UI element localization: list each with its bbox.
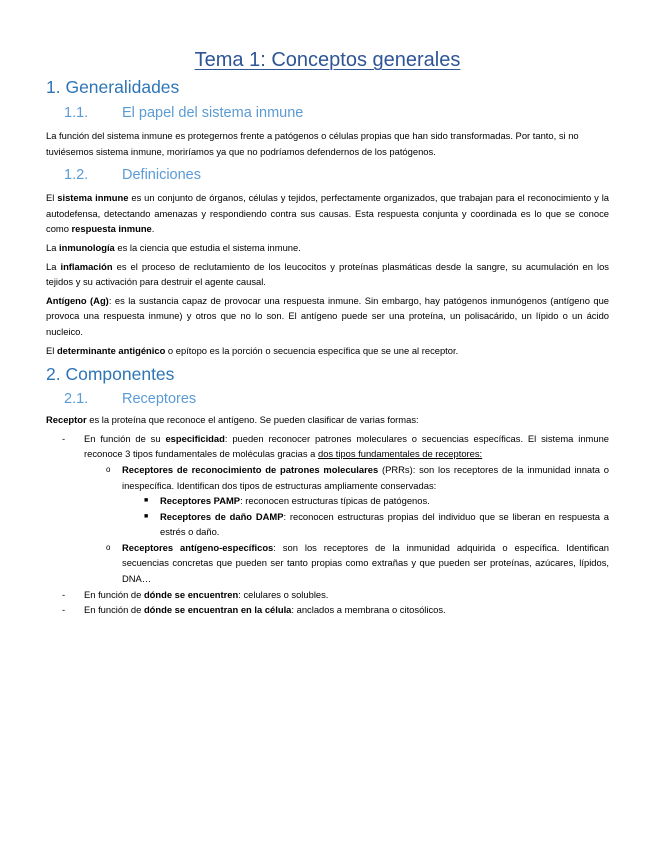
definition-sistema-inmune: El sistema inmune es un conjunto de órganos, células y tejidos, perfectamente organizados, que trabajan para el reconocimiento y la autodefensa, detectando amenazas y respondiendo contra sus causas. Esta respuesta conjunta y coordinada es lo que se conoce como respuesta inmune. [46, 192, 609, 235]
bold-term: dónde se encuentren [143, 588, 239, 600]
section-heading-componentes: 2. Componentes [46, 364, 175, 385]
bold-term: sistema inmune [57, 192, 129, 204]
list-bullet-dash: - [62, 588, 66, 600]
bold-term: Receptor [46, 414, 87, 426]
list-item-donde-celula: - En función de dónde se encuentran en la célula: anclados a membrana o citosólicos. [46, 602, 609, 618]
bold-term: especificidad [165, 432, 225, 444]
list-bullet-square: ■ [144, 497, 149, 505]
list-item-damp: ■ Receptores de daño DAMP: reconocen estructuras propias del individuo que se liberan en respuesta a estrés o daño. [144, 510, 609, 538]
bold-term: Receptores de reconocimiento de patrones moleculares [122, 463, 379, 475]
page-title: Tema 1: Conceptos generales [194, 49, 461, 71]
bold-term: inmunología [59, 241, 115, 253]
subsection-heading-definiciones [46, 165, 609, 185]
list-bullet-circle: o [106, 464, 111, 474]
list-item-especificidad: - En función de su especificidad: pueden reconocer patrones moleculares o secuencias específicas. El sistema inmune reconoce 3 tipos fundamentales de moléculas gracias a dos tipos fundamentales de receptores: [62, 432, 609, 460]
definition-antigeno: Antígeno (Ag): es la sustancia capaz de provocar una respuesta inmune. Sin embargo, hay patógenos inmunógenos (antígeno que provoca una respuesta inmune) y otros que no lo son. El antígeno puede ser una proteína, un polisacárido, un lípido o un ácido nucleico. [46, 294, 610, 337]
bold-term: Receptores PAMP [160, 495, 241, 507]
definition-inflamacion: La inflamación es el proceso de reclutamiento de los leucocitos y proteínas plasmáticas desde la sangre, su acumulación en los tejidos y su activación para destruir el agente causal. [46, 260, 609, 288]
bold-term: Receptores antígeno-específicos [122, 541, 274, 553]
subsection-number: 1.1. [64, 105, 89, 121]
list-item-prrs: o Receptores de reconocimiento de patrones moleculares (PRRs): son los receptores de la inmunidad innata o inespecífica. Identifican dos tipos de estructuras ampliamente conservadas: [106, 463, 609, 491]
bold-term: respuesta inmune [71, 223, 152, 235]
bold-term: Antígeno (Ag) [46, 294, 109, 306]
subsection-heading-papel [46, 103, 609, 123]
list-bullet-dash: - [62, 432, 66, 444]
section-heading-generalidades: 1. Generalidades [46, 77, 180, 97]
definition-determinante: El determinante antigénico o epítopo es la porción o secuencia específica que se une al receptor. [46, 344, 459, 356]
list-bullet-dash: - [62, 604, 66, 616]
bold-term: inflamación [60, 260, 113, 272]
subsection-title: El papel del sistema inmune [122, 105, 304, 121]
paragraph-receptor-intro: Receptor es la proteína que reconoce el antígeno. Se pueden clasificar de varias formas: [46, 414, 419, 426]
subsection-title: Receptores [122, 391, 197, 408]
subsection-number: 1.2. [64, 167, 89, 184]
definition-inmunologia: La inmunología es la ciencia que estudia el sistema inmune. [46, 241, 301, 253]
bold-term: determinante antigénico [56, 344, 166, 356]
list-item-donde-encuentren: - En función de dónde se encuentren: celulares o solubles. [46, 587, 609, 603]
list-bullet-circle: o [106, 542, 111, 552]
list-bullet-square: ■ [144, 512, 149, 520]
paragraph-papel: La función del sistema inmune es protegernos frente a patógenos o células propias que han sido transformadas. Por tanto, si no tuviésemos sistema inmune, moriríamos ya que no podríamos defendernos de los patógenos. [46, 130, 579, 157]
list-item-pamp: ■ Receptores PAMP: reconocen estructuras típicas de patógenos. [46, 493, 609, 509]
subsection-title: Definiciones [122, 167, 201, 184]
subsection-number: 2.1. [64, 391, 89, 408]
bold-term: Receptores de daño DAMP [160, 510, 284, 522]
subsection-heading-receptores [46, 389, 609, 409]
list-item-antigeno-especificos: o Receptores antígeno-específicos: son los receptores de la inmunidad adquirida o específica. Identifican secuencias concretas que pueden ser tanto propias como extrañas y que pueden ser proteínas, azúcares, lípidos, DNA… [106, 541, 609, 585]
underlined-text: dos tipos fundamentales de receptores: [318, 448, 483, 460]
bold-term: dónde se encuentran en la célula [143, 604, 292, 616]
